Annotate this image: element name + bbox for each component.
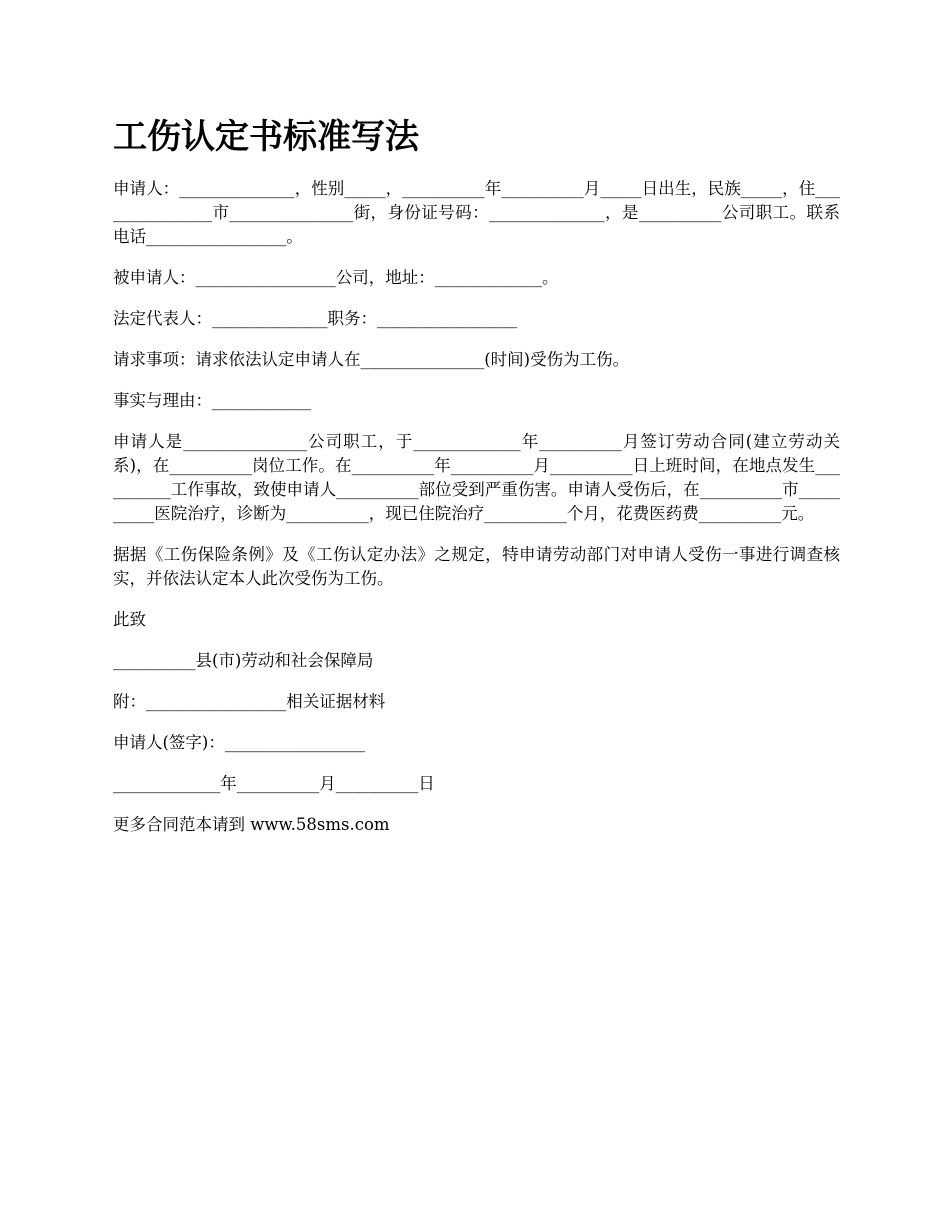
document-body: [113, 177, 840, 854]
request-items-paragraph: 请求事项：请求依法认定申请人在_______________(时间)受伤为工伤。: [113, 350, 630, 369]
footer-link-text: 更多合同范本请到 www.58sms.com: [113, 815, 390, 834]
facts-paragraph: 申请人是_______________公司职工，于_____________年__________月签订劳动合同(建立劳动关系)，在__________岗位工作。在__________年__________月__________日上班时间，在地点发生__________工作事故，致使申请人__________部位受到严重伤害。申请人受伤后，在__________市__________医院治疗，诊断为__________，现已住院治疗__________个月，花费医药费__________元。: [113, 432, 840, 523]
respondent-paragraph: 被申请人：_________________公司，地址：_____________。: [113, 268, 559, 287]
date-line: _____________年__________月__________日: [113, 774, 435, 793]
salutation: 此致: [113, 610, 146, 629]
applicant-info-paragraph: 申请人：______________，性别_____，__________年__________月_____日出生，民族_____，住_______________市_______________街，身份证号码：______________，是__________公司职工。联系电话_________________。: [113, 179, 840, 246]
applicant-signature-line: 申请人(签字)：_________________: [113, 733, 366, 752]
attachment-line: 附：_________________相关证据材料: [113, 692, 386, 711]
document-title: 工伤认定书标准写法: [113, 117, 419, 157]
facts-reasons-heading: 事实与理由：____________: [113, 391, 311, 410]
legal-basis-paragraph: 据据《工伤保险条例》及《工伤认定办法》之规定，特申请劳动部门对申请人受伤一事进行调查核实，并依法认定本人此次受伤为工伤。: [113, 545, 840, 588]
recipient-bureau: __________县(市)劳动和社会保障局: [113, 651, 374, 670]
legal-representative-paragraph: 法定代表人：______________职务：_________________: [113, 309, 518, 328]
